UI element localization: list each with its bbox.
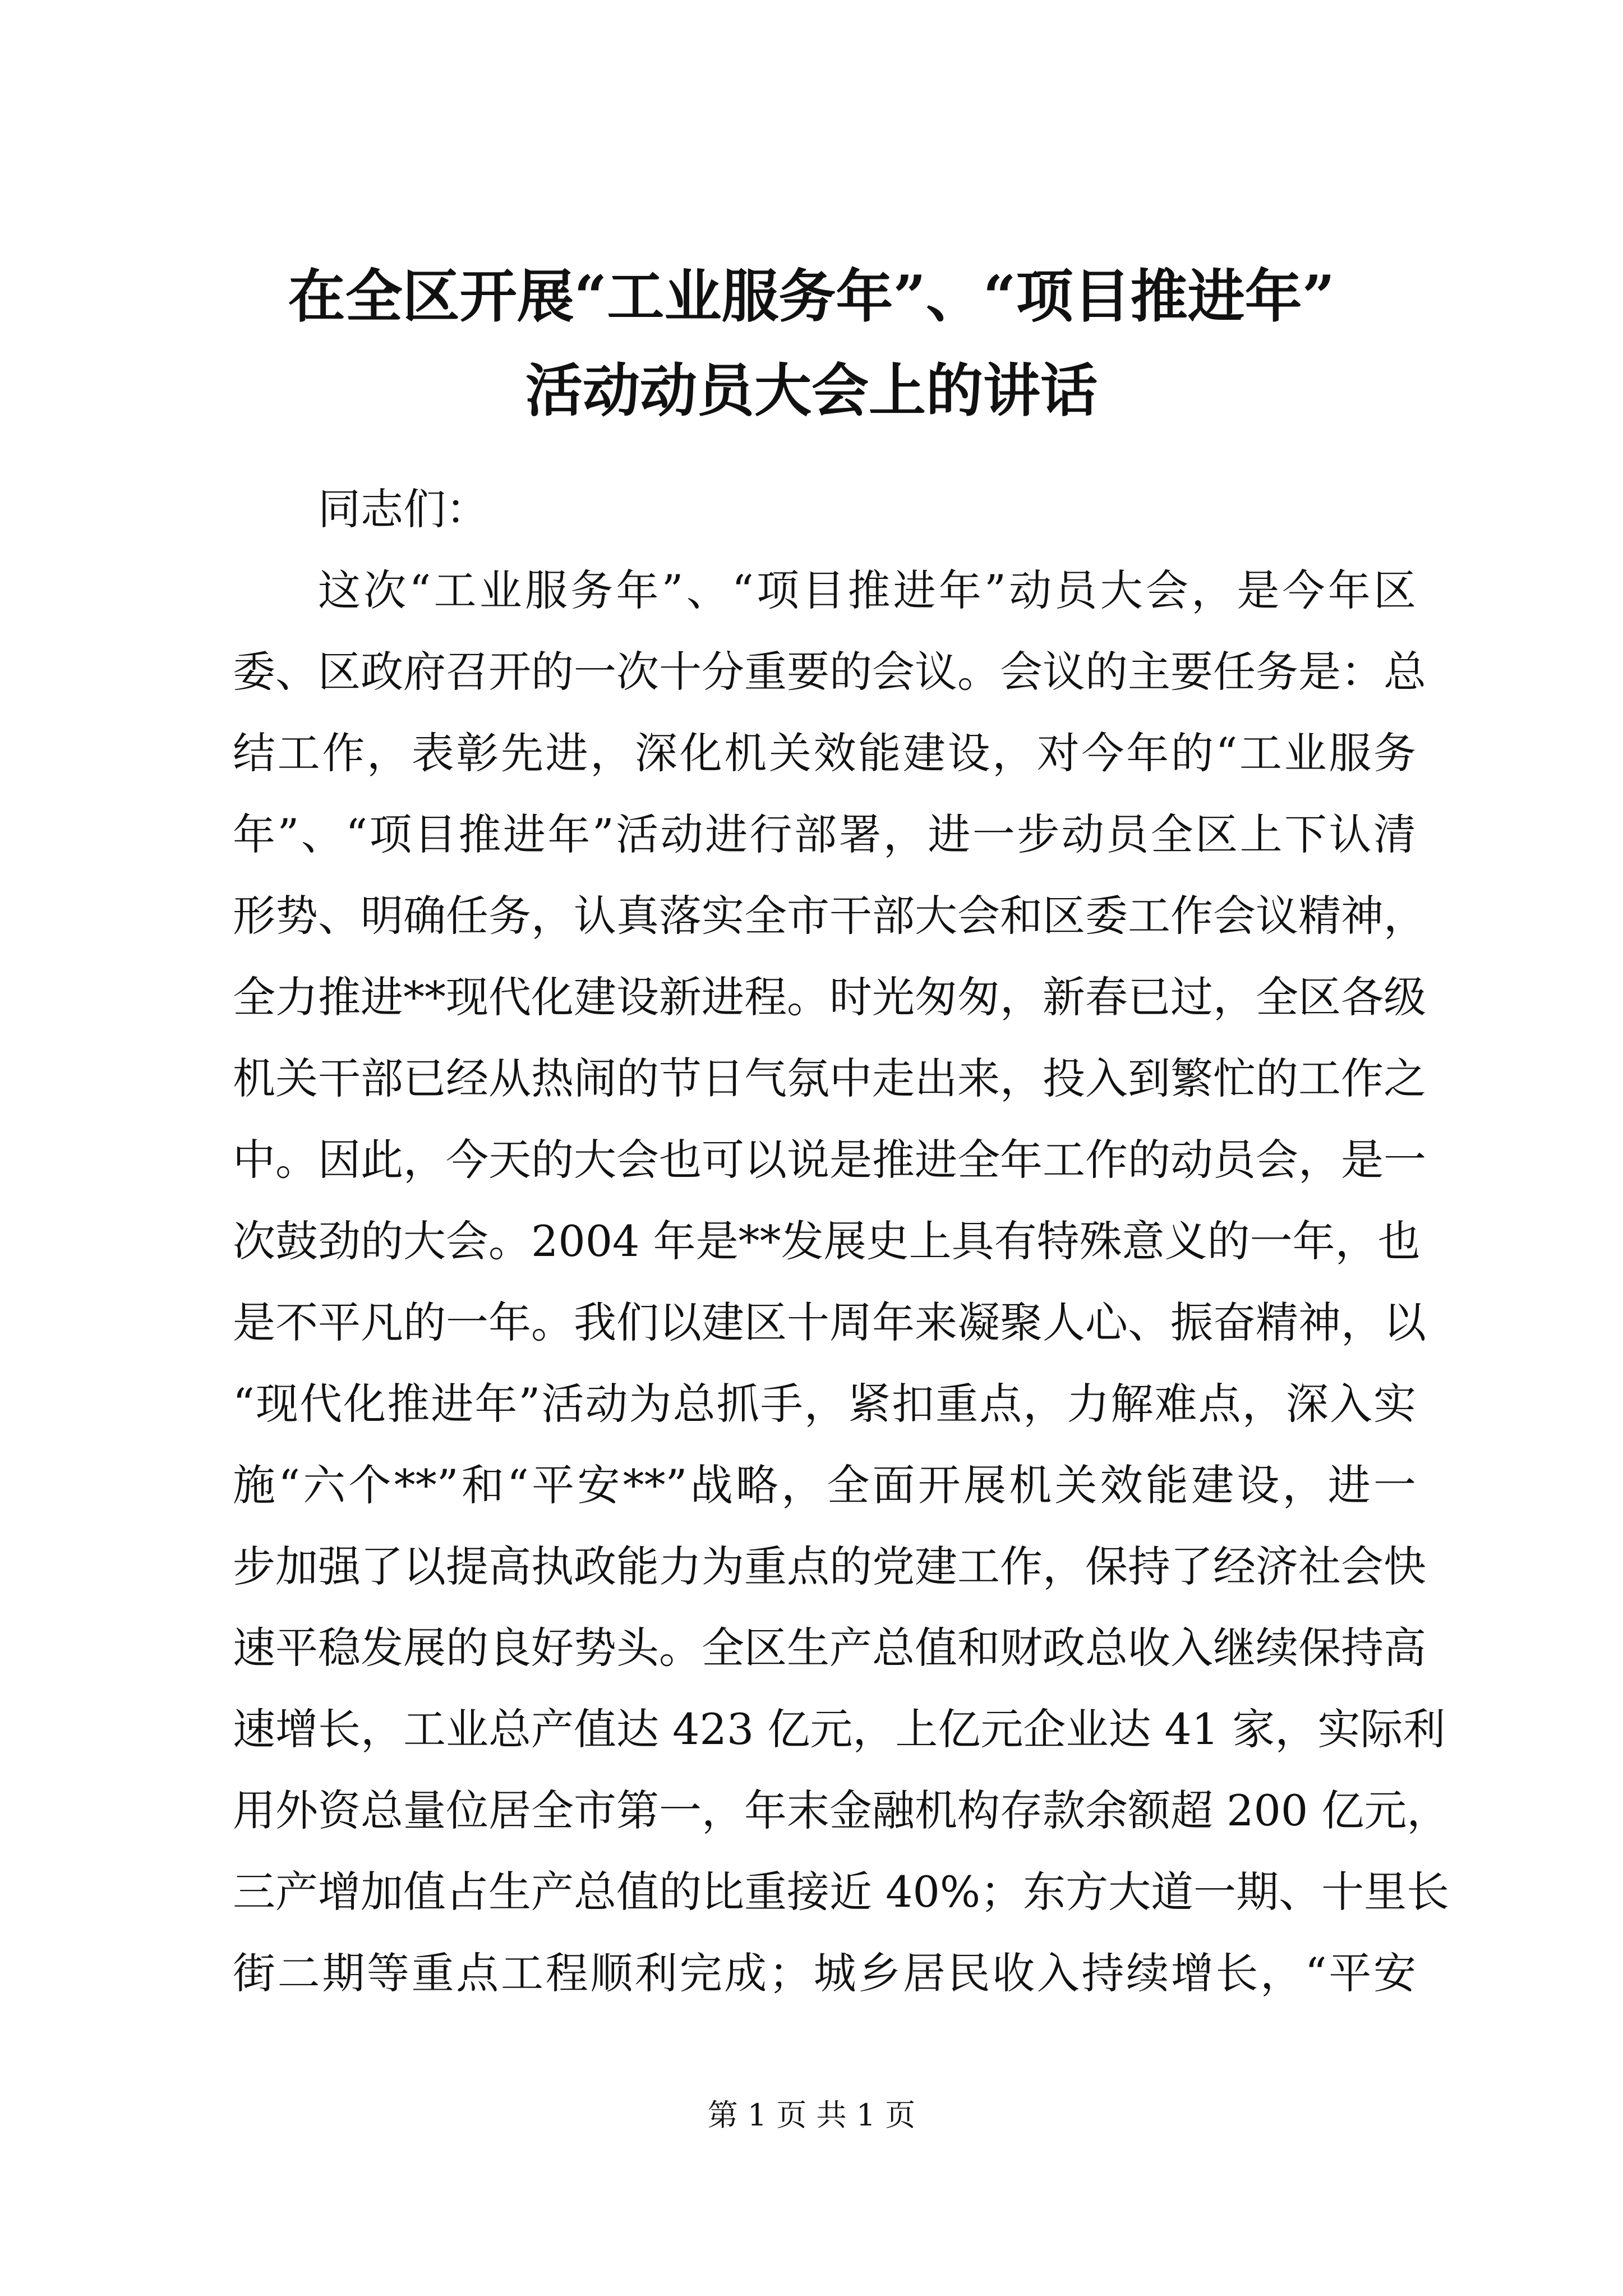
paragraph-line: 是不平凡的一年。我们以建区十周年来凝聚人心、振奋精神，以 — [233, 1297, 1426, 1347]
paragraph-line: 结工作，表彰先进，深化机关效能建设，对今年的“工业服务 — [233, 728, 1416, 778]
paragraph-line: 机关干部已经从热闹的节日气氛中走出来，投入到繁忙的工作之 — [233, 1053, 1426, 1103]
paragraph-line: 中。因此，今天的大会也可以说是推进全年工作的动员会，是一 — [233, 1135, 1426, 1185]
title-line-1: 在全区开展“工业服务年”、“项目推进年” — [288, 263, 1335, 330]
paragraph-line: 三产增加值占生产总值的比重接近 40%；东方大道一期、十里长 — [233, 1867, 1450, 1917]
paragraph-line: 步加强了以提高执政能力为重点的党建工作，保持了经济社会快 — [233, 1542, 1426, 1591]
paragraph-line: 形势、明确任务，认真落实全市干部大会和区委工作会议精神， — [233, 891, 1426, 941]
paragraph-line: 街二期等重点工程顺利完成；城乡居民收入持续增长，“平安 — [233, 1948, 1416, 1998]
paragraph-line: 速平稳发展的良好势头。全区生产总值和财政总收入继续保持高 — [233, 1623, 1426, 1673]
paragraph-line: 次鼓劲的大会。2004 年是**发展史上具有特殊意义的一年，也 — [233, 1216, 1421, 1266]
document-title — [168, 250, 1455, 438]
paragraph-line: 用外资总量位居全市第一，年末金融机构存款余额超 200 亿元， — [233, 1786, 1450, 1835]
document-body — [233, 468, 1450, 2014]
paragraph-line: 全力推进**现代化建设新进程。时光匆匆，新春已过，全区各级 — [233, 972, 1426, 1022]
paragraph-line: 这次“工业服务年”、“项目推进年”动员大会，是今年区 — [318, 565, 1416, 615]
title-line-2: 活动动员大会上的讲话 — [525, 357, 1098, 425]
paragraph-line: “现代化推进年”活动为总抓手，紧扣重点，力解难点，深入实 — [233, 1379, 1416, 1429]
body-paragraph — [233, 550, 1450, 2014]
page-footer: 第 1 页 共 1 页 — [707, 2097, 916, 2133]
paragraph-line: 施“六个**”和“平安**”战略，全面开展机关效能建设，进一 — [233, 1460, 1416, 1510]
paragraph-line: 速增长，工业总产值达 423 亿元，上亿元企业达 41 家，实际利 — [233, 1704, 1446, 1754]
paragraph-line: 委、区政府召开的一次十分重要的会议。会议的主要任务是：总 — [233, 647, 1426, 697]
paragraph-line: 年”、“项目推进年”活动进行部署，进一步动员全区上下认清 — [233, 809, 1416, 859]
salutation: 同志们： — [318, 484, 488, 534]
